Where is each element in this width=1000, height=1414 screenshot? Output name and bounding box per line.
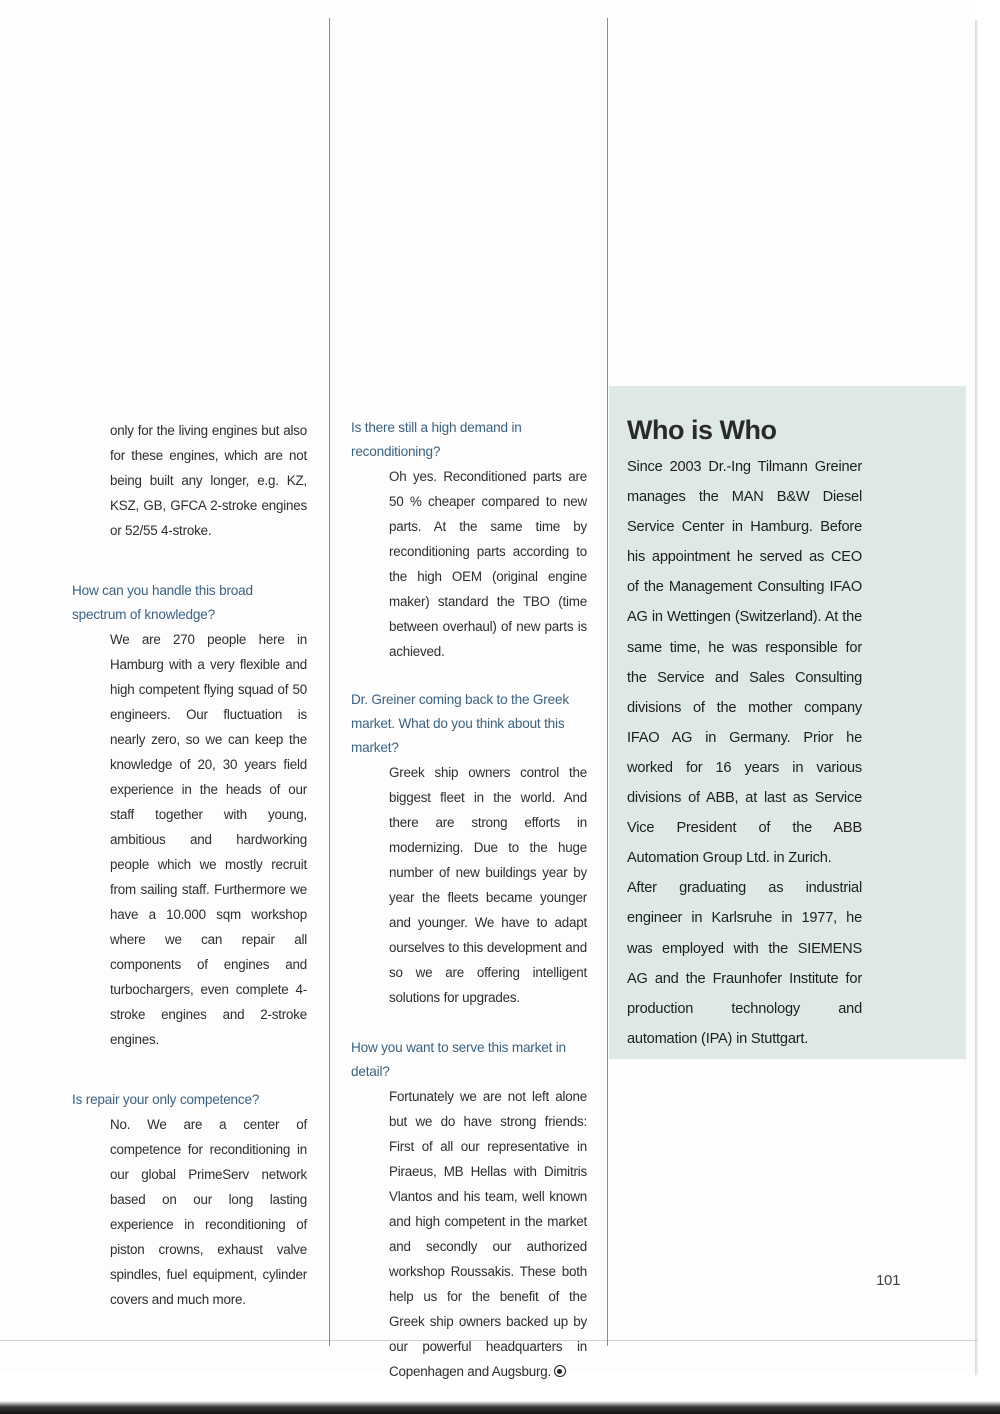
page-number: 101 <box>876 1272 901 1289</box>
answer-paragraph: Greek ship owners control the biggest fleet in the world. And there are strong efforts in modernizing. Due to the huge number of new buildings year by year the fleets became younger and younger. We have to adapt ourselves to this development and so we are offering intelligent solutions for upgrades. <box>389 765 587 1005</box>
answer-paragraph <box>351 1084 587 1384</box>
interview-question: How you want to serve this market in detail? <box>351 1040 566 1079</box>
bio-paragraph: After graduating as industrial engineer in Karlsruhe in 1977, he was employed with the SIEMENS AG and the Fraunhofer Institute for production technology and automation (IPA) in Stuttgart. <box>627 880 862 1047</box>
page-edge <box>975 20 978 1375</box>
interview-question: How can you handle this broad spectrum of knowledge? <box>72 583 253 622</box>
who-is-who-body <box>627 452 862 1054</box>
interview-question: Is there still a high demand in reconditioning? <box>351 420 522 459</box>
end-of-article-icon <box>554 1365 566 1377</box>
answer-paragraph: Oh yes. Reconditioned parts are 50 % cheaper compared to new parts. At the same time by reconditioning parts according to the high OEM (original engine maker) standard the TBO (time between overhaul) of new parts is achieved. <box>389 469 587 659</box>
who-is-who-title: Who is Who <box>627 415 777 445</box>
bio-paragraph: Since 2003 Dr.-Ing Tilmann Greiner manages the MAN B&W Diesel Service Center in Hamburg. Before his appointment he served as CEO of the Management Consulting IFAO AG in Wettingen (Switzerland). At the same time, he was responsible for the Service and Sales Consulting divisions of the mother company IFAO AG in Germany. Prior he worked for 16 years in various divisions of ABB, at last as Service Vice President of the ABB Automation Group Ltd. in Zurich. <box>627 459 862 867</box>
answer-text: Fortunately we are not left alone but we do have strong friends: First of all our representative in Piraeus, MB Hellas with Dimitris Vlantos and his team, well known and high competent in the market and secondly our authorized workshop Roussakis. These both help us for the benefit of the Greek ship owners backed up by our powerful headquarters in Copenhagen and Augsburg. <box>389 1089 587 1379</box>
column-divider <box>607 18 608 1346</box>
interview-question: Is repair your only competence? <box>72 1092 260 1107</box>
answer-paragraph: We are 270 people here in Hamburg with a very flexible and high competent flying squad of 50 engineers. Our fluctuation is nearly zero, so we can keep the knowledge of 20, 30 years field experience in the heads of our staff together with young, ambitious and hardworking people which we mostly recruit from sailing staff. Furthermore we have a 10.000 sqm workshop where we can repair all components of engines and turbochargers, even complete 4-stroke engines and 2-stroke engines. <box>110 632 307 1047</box>
scan-binding-shadow <box>0 1401 1000 1414</box>
answer-paragraph: only for the living engines but also for these engines, which are not being built any longer, e.g. KZ, KSZ, GB, GFCA 2-stroke engines or 52/55 4-stroke. <box>110 423 307 538</box>
interview-question: Dr. Greiner coming back to the Greek market. What do you think about this market? <box>351 692 569 755</box>
article-column-left <box>72 418 307 1312</box>
answer-paragraph: No. We are a center of competence for reconditioning in our global PrimeServ network based on our long lasting experience in reconditioning of piston crowns, exhaust valve spindles, fuel equipment, cylinder covers and much more. <box>110 1117 307 1307</box>
article-column-middle <box>351 416 587 1384</box>
column-divider <box>329 18 330 1346</box>
